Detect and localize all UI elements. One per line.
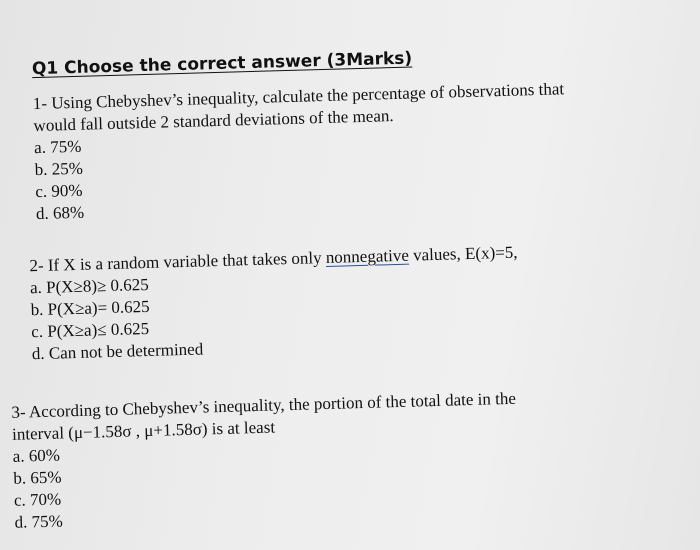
- question-1-stem-line-2: would fall outside 2 standard deviations of the mean.: [33, 106, 394, 136]
- option-a: a. 75%: [33, 136, 82, 158]
- option-c: c. 90%: [35, 180, 83, 202]
- option-d: d. Can not be determined: [31, 339, 204, 364]
- question-2: [29, 242, 520, 366]
- question-3-stem-line-1: 3- According to Chebyshev’s inequality, the portion of the total date in the: [11, 388, 517, 422]
- option-d: d. 75%: [14, 511, 64, 532]
- option-b: b. 65%: [13, 467, 62, 488]
- option-c: c. P(X≥a)≤ 0.625: [31, 318, 150, 342]
- section-title: Q1 Choose the correct answer (3Marks): [31, 48, 413, 80]
- question-2-stem-end: values, E(x)=5,: [408, 242, 518, 265]
- question-1: [33, 78, 568, 225]
- question-2-stem-underlined-word: nonnegative: [325, 245, 410, 268]
- question-3: [11, 388, 519, 534]
- question-2-options: [30, 264, 521, 366]
- option-d: d. 68%: [35, 202, 85, 224]
- question-2-stem-start: 2- If X is a random variable that takes only: [29, 248, 327, 276]
- question-3-stem-line-2: interval (μ−1.58σ , μ+1.58σ) is at least: [11, 417, 276, 444]
- option-b: b. P(X≥a)= 0.625: [30, 296, 150, 320]
- option-a: a. 60%: [12, 445, 61, 466]
- option-a: a. P(X≥8)≥ 0.625: [29, 274, 150, 298]
- option-b: b. 25%: [34, 158, 84, 180]
- option-c: c. 70%: [13, 489, 62, 510]
- question-1-stem-line-1: 1- Using Chebyshev’s inequality, calculate the percentage of observations that: [32, 79, 565, 114]
- question-1-options: [34, 122, 568, 225]
- question-3-options: [12, 432, 519, 534]
